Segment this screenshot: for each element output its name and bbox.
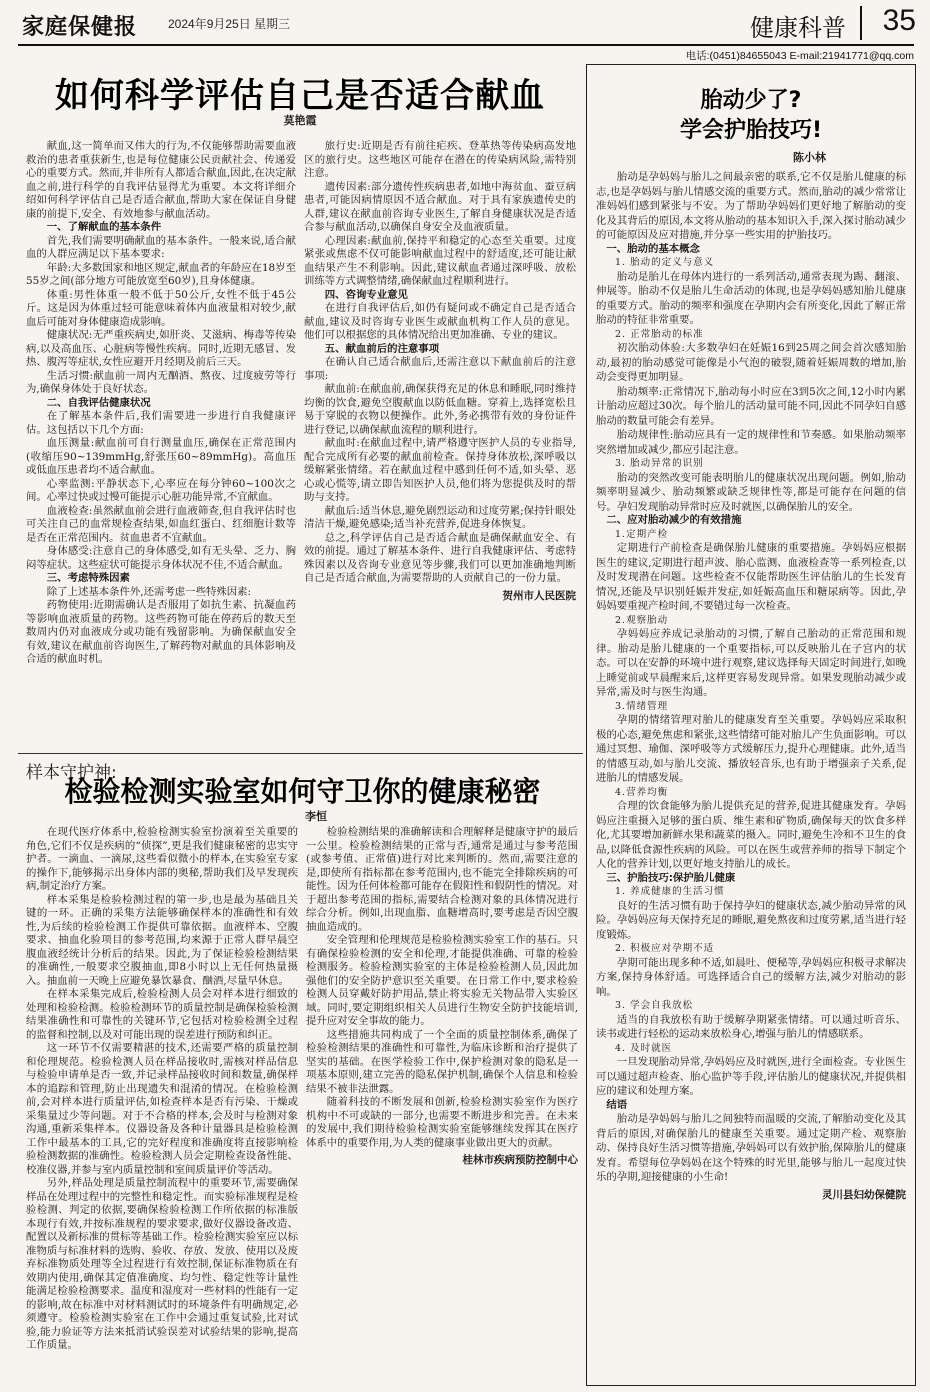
paragraph: 总之,科学评估自己是否适合献血是确保献血安全、有效的前提。通过了解基本条件、进行自我健康评估、考虑特殊因素以及咨询专业意见等步骤,我们可以更加准确地判断自己是否适合献血,为需要帮助的人贡献自己的一份力量。 bbox=[304, 531, 576, 584]
section-heading: 五、献血前后的注意事项 bbox=[324, 342, 440, 355]
paragraph: 身体感受:注意自己的身体感受,如有无头晕、乏力、胸闷等症状。这些症状可能提示身体状况不佳,不适合献血。 bbox=[26, 545, 296, 571]
section-heading: 一、胎动的基本概念 bbox=[606, 242, 700, 255]
article1-organization: 贺州市人民医院 bbox=[502, 589, 576, 602]
paragraph: 在样本采集完成后,检验检测人员会对样本进行细致的处理和检验检测。检验检测环节的质量控制是确保检验检测结果准确性和可靠性的关键环节,它包括对检验检测全过程的监督和控制,以及对可能出现的误差进行预防和纠正。 bbox=[26, 988, 298, 1041]
paragraph: 遗传因素:部分遗传性疾病患者,如地中海贫血、蚕豆病患者,可能因病情原因不适合献血。对于具有家族遗传史的人群,建议在献血前咨询专业医生,了解自身健康状况是否适合参与献血活动,以确保自身安全及血液质量。 bbox=[304, 180, 576, 233]
subheading: 2. 正常胎动的标准 bbox=[615, 328, 704, 340]
paragraph: 在确认自己适合献血后,还需注意以下献血前后的注意事项: bbox=[304, 356, 576, 382]
paragraph: 药物使用:近期需确认是否服用了如抗生素、抗凝血药等影响血液质量的药物。这些药物可能在停药后的数天至数周内仍对血液成分或功能有残留影响。为确保献血安全有效,建议在献血前咨询医生,了解药物对献血的具体影响及合适的献血时机。 bbox=[26, 599, 296, 665]
paragraph: 年龄:大多数国家和地区规定,献血者的年龄应在18岁至55岁之间(部分地方可能放宽至60岁),且身体健康。 bbox=[26, 261, 296, 287]
paragraph: 胎动是胎儿在母体内进行的一系列活动,通常表现为踢、翻滚、伸展等。胎动不仅是胎儿生命活动的体现,也是孕妈妈感知胎儿健康的重要方式。胎动的频率和强度在孕期内会有所变化,因此了解正常胎动的特征非常重要。 bbox=[596, 270, 906, 326]
masthead-rule bbox=[18, 44, 914, 46]
paragraph: 血压测量:献血前可自行测量血压,确保在正常范围内(收缩压90~139mmHg,舒张压60~89mmHg)。高血压或低血压患者均不适合献血。 bbox=[26, 437, 296, 476]
paragraph: 生活习惯:献血前一周内无酗酒、熬夜、过度疲劳等行为,确保身体处于良好状态。 bbox=[26, 369, 296, 395]
subheading: 1. 胎动的定义与意义 bbox=[615, 257, 715, 268]
subheading: 1. 养成健康的生活习惯 bbox=[615, 886, 725, 897]
article2-organization: 桂林市疾病预防控制中心 bbox=[462, 1154, 578, 1166]
subheading: 2. 积极应对孕期不适 bbox=[615, 943, 715, 954]
subheading: 3.情绪管理 bbox=[615, 700, 669, 712]
issue-date: 2024年9月25日 星期三 bbox=[168, 17, 291, 31]
article2-author: 李恒 bbox=[305, 810, 327, 823]
subheading: 1.定期产检 bbox=[615, 528, 669, 540]
article2-top-rule bbox=[18, 753, 583, 754]
paragraph: 这一环节不仅需要精湛的技术,还需要严格的质量控制和伦理规范。检验检测人员在样品接收时,需核对样品信息与检验申请单是否一致,并记录样品接收时间和数量,确保样本的追踪和管理,防止出现遗失和混淆的情况。在检验检测前,会对样本进行质量评估,如检查样本是否有污染、干燥或采集量过少等问题。对于不合格的样本,会及时与检测对象沟通,重新采集样本。仪器设备及各种计量器具是检验检测工作中最基本的工具,它的完好程度和准确度将直接影响检验检测数据的准确性。检验检测人员会定期检查设备性能、校准仪器,并参与室内质量控制和室间质量评价等活动。 bbox=[26, 1042, 298, 1176]
section-heading: 结语 bbox=[606, 1098, 628, 1111]
article3-organization: 灵川县妇幼保健院 bbox=[822, 1188, 906, 1201]
subheading: 2.观察胎动 bbox=[615, 614, 669, 626]
contact-line: 电话:(0451)84655043 E-mail:21941771@qq.com bbox=[685, 50, 914, 62]
section-heading: 二、自我评估健康状况 bbox=[46, 396, 151, 409]
article3-title bbox=[586, 86, 916, 146]
paragraph: 安全管理和伦理规范是检验检测实验室工作的基石。只有确保检验检测的安全和伦理,才能提供准确、可靠的检验检测服务。检验检测实验室的主体是检验检测人员,因此加强他们的安全防护意识至关重要。在日常工作中,要求检验检测人员穿戴好防护用品,禁止将实验无关物品带入实验区域。同时,要定期组织相关人员进行生物安全防护技能培训,提升应对安全事故的能力。 bbox=[306, 934, 578, 1027]
paragraph: 一旦发现胎动异常,孕妈妈应及时就医,进行全面检查。专业医生可以通过超声检查、胎心监护等手段,评估胎儿的健康状况,并提供相应的建议和处理方案。 bbox=[596, 1056, 906, 1097]
paragraph: 旅行史:近期是否有前往疟疾、登革热等传染病高发地区的旅行史。这些地区可能存在潜在的传染病风险,需特别注意。 bbox=[304, 140, 576, 179]
paragraph: 随着科技的不断发展和创新,检验检测实验室作为医疗机构中不可或缺的一部分,也需要不断进步和完善。在未来的发展中,我们期待检验检测实验室能够继续发挥其在医疗体系中的重要作用,为人类的健康事业做出更大的贡献。 bbox=[306, 1096, 578, 1149]
section-heading: 三、护胎技巧:保护胎儿健康 bbox=[606, 871, 736, 884]
paragraph: 献血前:在献血前,确保获得充足的休息和睡眠,同时维持均衡的饮食,避免空腹献血以防低血糖。穿着上,选择宽松且易于穿脱的衣物以便操作。此外,务必携带有效的身份证件进行登记,以确保献血流程的顺利进行。 bbox=[304, 383, 576, 436]
section-heading: 三、考虑特殊因素 bbox=[46, 572, 130, 584]
section-heading: 二、应对胎动减少的有效措施 bbox=[606, 514, 742, 526]
paragraph: 除了上述基本条件外,还需考虑一些特殊因素: bbox=[46, 585, 252, 598]
article2-column-1 bbox=[26, 826, 298, 1386]
article3-column bbox=[596, 170, 906, 1382]
subheading: 4. 及时就医 bbox=[615, 1042, 673, 1054]
paragraph: 孕期的情绪管理对胎儿的健康发育至关重要。孕妈妈应采取积极的心态,避免焦虑和紧张,这些情绪可能对胎儿产生负面影响。可以通过冥想、瑜伽、深呼吸等方式缓解压力,提升心理健康。此外,适当的情感互动,如与胎儿交流、播放轻音乐,也有助于增强亲子关系,促进胎儿的情感发展。 bbox=[596, 714, 906, 784]
paper-name: 家庭保健报 bbox=[22, 15, 138, 40]
paragraph: 胎动规律性:胎动应具有一定的规律性和节奏感。如果胎动频率突然增加或减少,都应引起注意。 bbox=[596, 429, 906, 456]
paragraph: 在了解基本条件后,我们需要进一步进行自我健康评估。这包括以下几个方面: bbox=[26, 410, 296, 436]
article2-title: 检验检测实验室如何守卫你的健康秘密 bbox=[64, 775, 541, 808]
paragraph: 这些措施共同构成了一个全面的质量控制体系,确保了检验检测结果的准确性和可靠性,为临床诊断和治疗提供了坚实的基础。在医学检验工作中,保护检测对象的隐私是一项基本原则,建立完善的隐私保护机制,确保个人信息和检验结果不被非法泄露。 bbox=[306, 1028, 578, 1095]
article1-author: 莫艳霞 bbox=[283, 114, 317, 127]
section-heading: 四、咨询专业意见 bbox=[324, 288, 408, 301]
article3-author: 陈小林 bbox=[793, 151, 826, 164]
paragraph: 另外,样品处理是质量控制流程中的重要环节,需要确保样品在处理过程中的完整性和稳定性。而实验标准规程是检验检测、判定的依据,要确保检验检测工作所依据的标准版本现行有效,并按标准规程的要求要求,做好仪器设备改造、配置以及新标准的贯标等基础工作。检验检测实验室应以标准物质与标准材料的选购、验收、存放、发放、使用以及废弃标准物质处理等全过程进行有效控制,保证标准物质在有效期内使用,确保其定值准确度、均匀性、稳定性等计量性能满足检验检测要求。温度和湿度对一些材料的性能有一定的影响,故在标准中对材料测试时的环境条件有明确规定,必须遵守。检验检测实验室在工作中会通过重复试验,比对试验,能力验证等方法来抵消试验误差对试验结果的影响,提高工作质量。 bbox=[26, 1177, 298, 1351]
article1-column-1 bbox=[26, 140, 296, 750]
paragraph: 心率监测:平静状态下,心率应在每分钟60~100次之间。心率过快或过慢可能提示心脏功能异常,不宜献血。 bbox=[26, 477, 296, 503]
paragraph: 胎动的突然改变可能表明胎儿的健康状况出现问题。例如,胎动频率明显减少、胎动频繁或缺乏规律性等,都是可能存在问题的信号。孕妇发现胎动异常时应及时就医,以确保胎儿的安全。 bbox=[596, 471, 906, 513]
article3-title-line-1: 胎动少了? bbox=[700, 88, 802, 113]
paragraph: 合理的饮食能够为胎儿提供充足的营养,促进其健康发育。孕妈妈应注重摄入足够的蛋白质、维生素和矿物质,确保每天的饮食多样化,尤其要增加新鲜水果和蔬菜的摄入。同时,避免生冷和不卫生的食品,以降低食源性疾病的风险。可以在医生或营养师的指导下制定个人化的营养计划,以更好地支持胎儿的成长。 bbox=[596, 800, 906, 870]
paragraph: 孕妈妈应养成记录胎动的习惯,了解自己胎动的正常范围和规律。胎动是胎儿健康的一个重要指标,可以反映胎儿在子宫内的状态。可以在安静的环境中进行观察,建议选择每天固定时间进行,如晚上睡觉前或早晨醒来后,这样更容易发现异常。如果发现胎动减少或异常,需及时与医生沟通。 bbox=[596, 628, 906, 698]
paragraph: 在现代医疗体系中,检验检测实验室扮演着至关重要的角色,它们不仅是疾病的“侦探”,更是我们健康秘密的忠实守护者。一滴血、一滴尿,这些看似微小的样本,在实验室专家的操作下,能够揭示出身体内部的奥秘,帮助我们及早发现疾病,制定治疗方案。 bbox=[26, 826, 298, 892]
paragraph: 健康状况:无严重疾病史,如肝炎、艾滋病、梅毒等传染病,以及高血压、心脏病等慢性疾病。同时,近期无感冒、发热、腹泻等症状,女性应避开月经期及前后三天。 bbox=[26, 329, 296, 368]
article2-column-2 bbox=[306, 826, 578, 1386]
paragraph: 检验检测结果的准确解读和合理解释是健康守护的最后一公里。检验检测结果的正常与否,通常是通过与参考范围(或参考值、正常值)进行对比来判断的。然而,需要注意的是,即使所有指标都在参考范围内,也不能完全排除疾病的可能性。因为任何体检都可能存在假阳性和假阴性的情况。对于超出参考范围的指标,需要结合检测对象的具体情况进行综合分析。例如,出现血脂、血糖增高时,要考虑是否因空腹抽血造成的。 bbox=[306, 826, 578, 933]
paragraph: 孕期可能出现多种不适,如晨吐、便秘等,孕妈妈应积极寻求解决方案,保持身体舒适。可选择适合自己的缓解方法,减少对胎动的影响。 bbox=[596, 956, 906, 998]
paragraph: 适当的自我放松有助于缓解孕期紧张情绪。可以通过听音乐、读书或进行轻松的运动来放松身心,增强与胎儿的情感联系。 bbox=[596, 1013, 906, 1040]
paragraph: 胎动是孕妈妈与胎儿之间最亲密的联系,它不仅是胎儿健康的标志,也是孕妈妈与胎儿情感交流的重要方式。然而,胎动的减少常常让准妈妈们感到紧张与不安。为了帮助孕妈妈们更好地了解胎动的变化及其背后的原因,本文将从胎动的基本知识入手,深入探讨胎动减少的可能原因及应对措施,并分享一些实用的护胎技巧。 bbox=[596, 171, 906, 241]
paragraph: 血液检查:虽然献血前会进行血液筛查,但自我评估时也可关注自己的血常规检查结果,如血红蛋白、红细胞计数等是否在正常范围内。贫血患者不宜献血。 bbox=[26, 504, 296, 544]
section-heading: 一、了解献血的基本条件 bbox=[46, 221, 162, 233]
article1-title: 如何科学评估自己是否适合献血 bbox=[55, 76, 545, 116]
paragraph: 首先,我们需要明确献血的基本条件。一般来说,适合献血的人群应满足以下基本要求: bbox=[26, 234, 296, 260]
page-number: 35 bbox=[882, 4, 916, 37]
paragraph: 胎动是孕妈妈与胎儿之间独特而温暖的交流,了解胎动变化及其背后的原因,对确保胎儿的健康至关重要。通过定期产检、观察胎动、保持良好生活习惯等措施,孕妈妈可以有效护胎,保障胎儿的健康发育。希望每位孕妈妈在这个特殊的时光里,能够与胎儿一起度过快乐的孕期,迎接健康的小生命! bbox=[596, 1113, 906, 1183]
paragraph: 献血,这一简单而又伟大的行为,不仅能够帮助需要血液救治的患者重获新生,也是每位健康公民贡献社会、传递爱心的重要方式。然而,并非所有人都适合献血,因此,在决定献血之前,进行科学的自我评估显得尤为重要。本文将详细介绍如何科学评估自己是否适合献血,帮助大家在保证自身健康的前提下,安全、有效地参与献血活动。 bbox=[26, 140, 296, 220]
article3-title-line-2: 学会护胎技巧! bbox=[679, 118, 823, 143]
paragraph: 献血后:适当休息,避免剧烈运动和过度劳累;保持针眼处清洁干燥,避免感染;适当补充营养,促进身体恢复。 bbox=[304, 504, 576, 530]
masthead bbox=[0, 0, 930, 46]
paragraph: 胎动频率:正常情况下,胎动每小时应在3到5次之间,12小时内累计胎动应超过30次。每个胎儿的活动量可能不同,因此不同孕妇自感胎动的数量可能会有差异。 bbox=[596, 385, 906, 427]
paragraph: 样本采集是检验检测过程的第一步,也是最为基础且关键的一环。正确的采集方法能够确保样本的准确性和有效性,为后续的检验检测工作提供可靠依据。血液样本、空腹要求、抽血化验项目的参考范围,均来源于正常人群早晨空腹血液经统计分析后的结果。因此,为了保证检验检测结果的准确性,一般要求空腹抽血,即8小时以上无任何热量摄入。抽血前一天晚上应避免暴饮暴食、酗酒,尽量早休息。 bbox=[26, 893, 298, 987]
paragraph: 献血时:在献血过程中,请严格遵守医护人员的专业指导,配合完成所有必要的献血前检查。保持身体放松,深呼吸以缓解紧张情绪。若在献血过程中感到任何不适,如头晕、恶心或心慌等,请立即告知医护人员,他们将为您提供及时的帮助与支持。 bbox=[304, 437, 576, 503]
paragraph: 初次胎动体验:大多数孕妇在妊娠16到25周之间会首次感知胎动,最初的胎动感觉可能像是小气泡的破裂,随着妊娠周数的增加,胎动会变得更加明显。 bbox=[596, 342, 906, 383]
subheading: 3. 学会自我放松 bbox=[615, 1000, 694, 1011]
subheading: 3. 胎动异常的识别 bbox=[615, 458, 704, 469]
masthead-separator bbox=[860, 6, 862, 40]
paragraph: 体重:男性体重一般不低于50公斤,女性不低于45公斤。这是因为体重过轻可能意味着体内血液量相对较少,献血后可能对身体健康造成影响。 bbox=[26, 288, 296, 328]
article1-column-2 bbox=[304, 140, 576, 750]
subheading: 4.营养均衡 bbox=[615, 786, 669, 798]
paragraph: 良好的生活习惯有助于保持孕妇的健康状态,减少胎动异常的风险。孕妈妈应每天保持充足的睡眠,避免熬夜和过度劳累,适当进行轻度锻炼。 bbox=[596, 899, 906, 941]
section-name: 健康科普 bbox=[750, 14, 846, 42]
paragraph: 在进行自我评估后,如仍有疑问或不确定自己是否适合献血,建议及时咨询专业医生或献血机构工作人员的意见。他们可以根据您的具体情况给出更加准确、专业的建议。 bbox=[304, 302, 576, 341]
article2-kicker: 样本守护神: bbox=[26, 763, 117, 783]
paragraph: 定期进行产前检查是确保胎儿健康的重要措施。孕妈妈应根据医生的建议,定期进行超声波、胎心监测、血液检查等一系列检查,以及时发现潜在问题。这些检查不仅能帮助医生评估胎儿的生长发育情况,还能及早识别妊娠并发症,如妊娠高血压和糖尿病等。因此,孕妈妈要重视产检时间,不要错过每一次检查。 bbox=[596, 542, 906, 612]
paragraph: 心理因素:献血前,保持平和稳定的心态至关重要。过度紧张或焦虑不仅可能影响献血过程中的舒适度,还可能让献血结果产生不利影响。因此,建议献血者通过深呼吸、放松训练等方式调整情绪,确保献血过程顺利进行。 bbox=[304, 234, 576, 287]
